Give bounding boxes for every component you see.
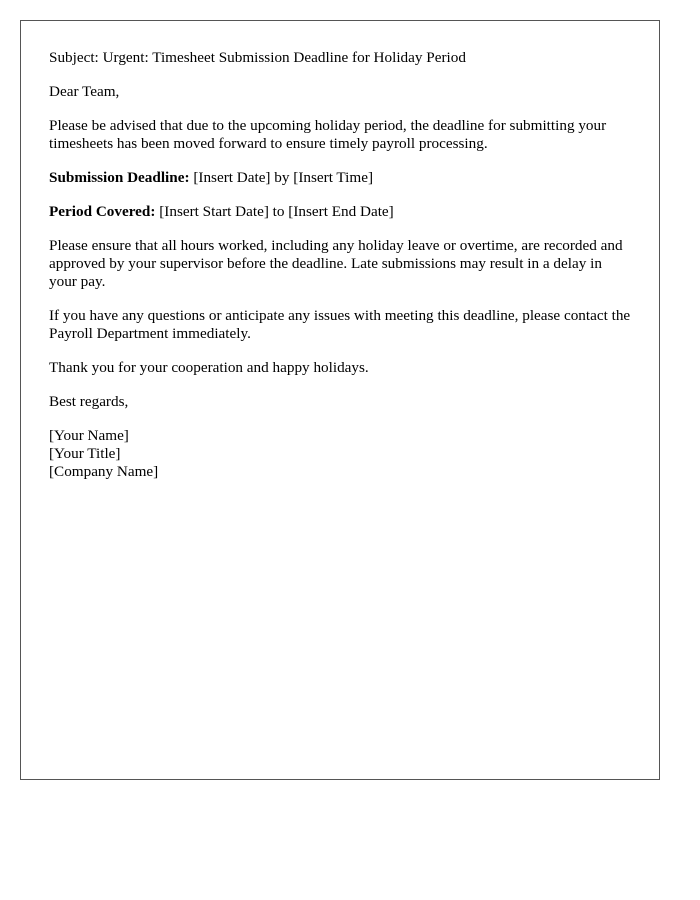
deadline-line [49,169,631,187]
signature-title: [Your Title] [49,445,121,462]
signature-company: [Company Name] [49,463,159,480]
greeting: Dear Team, [49,83,120,100]
thanks-line: Thank you for your cooperation and happy holidays. [49,359,369,376]
intro-paragraph: Please be advised that due to the upcoming holiday period, the deadline for submitting your timesheets has been moved forward to ensure timely payroll processing. [49,117,607,152]
letter-page [20,20,660,780]
questions-paragraph: If you have any questions or anticipate any issues with meeting this deadline, please contact the Payroll Department immediately. [49,307,631,342]
instructions-paragraph: Please ensure that all hours worked, including any holiday leave or overtime, are recorded and approved by your supervisor before the deadline. Late submissions may result in a delay in your pay. [49,237,623,290]
period-line [49,203,631,221]
subject-line: Subject: Urgent: Timesheet Submission Deadline for Holiday Period [49,49,466,66]
closing-line: Best regards, [49,393,129,410]
signature-name: [Your Name] [49,427,129,444]
deadline-label: Submission Deadline: [49,169,190,186]
signature-block [49,427,631,481]
period-label: Period Covered: [49,203,156,220]
period-value: [Insert Start Date] to [Insert End Date] [155,203,394,220]
deadline-value: [Insert Date] by [Insert Time] [189,169,374,186]
